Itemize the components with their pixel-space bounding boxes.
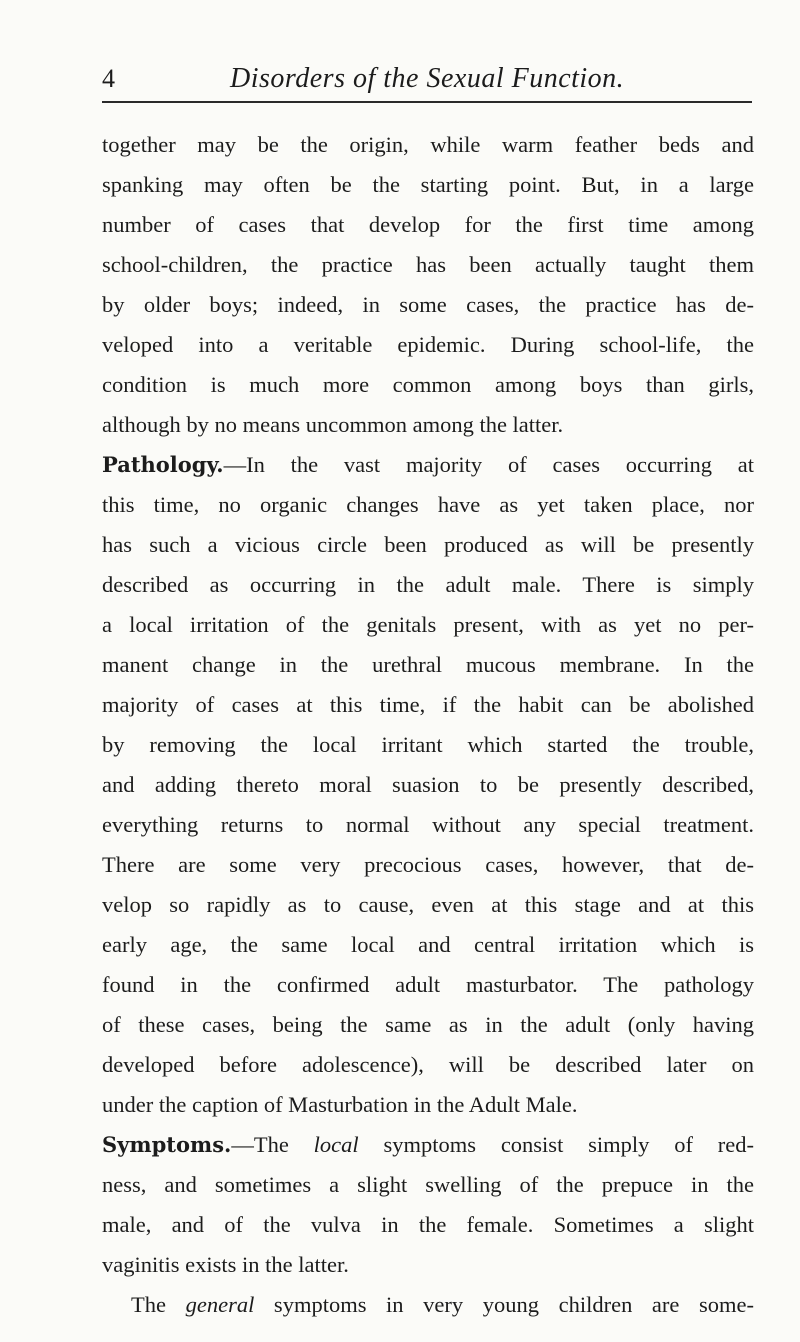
pathology-heading: Pathology.: [102, 452, 224, 477]
text-line: a local irritation of the genitals present, with as yet no per-: [102, 612, 754, 637]
text-line: school-children, the practice has been actually taught them: [102, 252, 754, 277]
text-line: ness, and sometimes a slight swelling of the prepuce in the: [102, 1172, 754, 1197]
text-line: majority of cases at this time, if the habit can be abolished: [102, 692, 754, 717]
text-line: spanking may often be the starting point. But, in a large: [102, 172, 754, 197]
text-line: manent change in the urethral mucous membrane. In the: [102, 652, 754, 677]
text-run: —In the vast majority of cases occurring at: [223, 452, 754, 477]
text-line: together may be the origin, while warm feather beds and: [102, 132, 754, 157]
text-line: velop so rapidly as to cause, even at this stage and at this: [102, 892, 754, 917]
symptoms-heading: Symptoms.: [102, 1132, 232, 1157]
text-line: described as occurring in the adult male. There is simply: [102, 572, 754, 597]
text-run: symptoms in very young children are some-: [254, 1292, 754, 1317]
text-line: condition is much more common among boys than girls,: [102, 372, 754, 397]
italic-term: local: [313, 1132, 359, 1157]
text-line: found in the confirmed adult masturbator. The pathology: [102, 972, 754, 997]
header-rule: [102, 101, 752, 103]
text-line: male, and of the vulva in the female. Sometimes a slight: [102, 1212, 754, 1237]
text-line: and adding thereto moral suasion to be presently described,: [102, 772, 754, 797]
text-line: this time, no organic changes have as yet taken place, nor: [102, 492, 754, 517]
text-line: everything returns to normal without any special treatment.: [102, 812, 754, 837]
page-number: 4: [102, 64, 115, 93]
text-line: has such a vicious circle been produced as will be presently: [102, 532, 754, 557]
text-run: The: [131, 1292, 186, 1317]
pathology-first-line: [102, 445, 754, 485]
text-run: symptoms consist simply of red-: [358, 1132, 754, 1157]
text-line: There are some very precocious cases, however, that de-: [102, 852, 754, 877]
text-line: early age, the same local and central irritation which is: [102, 932, 754, 957]
text-line: of these cases, being the same as in the adult (only having: [102, 1012, 754, 1037]
text-line: vaginitis exists in the latter.: [102, 1252, 349, 1277]
italic-term: general: [185, 1292, 255, 1317]
text-line: number of cases that develop for the first time among: [102, 212, 754, 237]
text-run: —The: [231, 1132, 314, 1157]
text-line: developed before adolescence), will be described later on: [102, 1052, 754, 1077]
body-text: [102, 125, 754, 1325]
general-symptoms-line: [102, 1285, 754, 1325]
text-line: veloped into a veritable epidemic. During school-life, the: [102, 332, 754, 357]
text-line: by removing the local irritant which started the trouble,: [102, 732, 754, 757]
text-line: under the caption of Masturbation in the Adult Male.: [102, 1092, 578, 1117]
text-line: by older boys; indeed, in some cases, the practice has de-: [102, 292, 754, 317]
running-title: Disorders of the Sexual Function.: [230, 63, 625, 94]
symptoms-first-line: [102, 1125, 754, 1165]
text-line: although by no means uncommon among the latter.: [102, 412, 564, 437]
running-head: [102, 62, 754, 102]
